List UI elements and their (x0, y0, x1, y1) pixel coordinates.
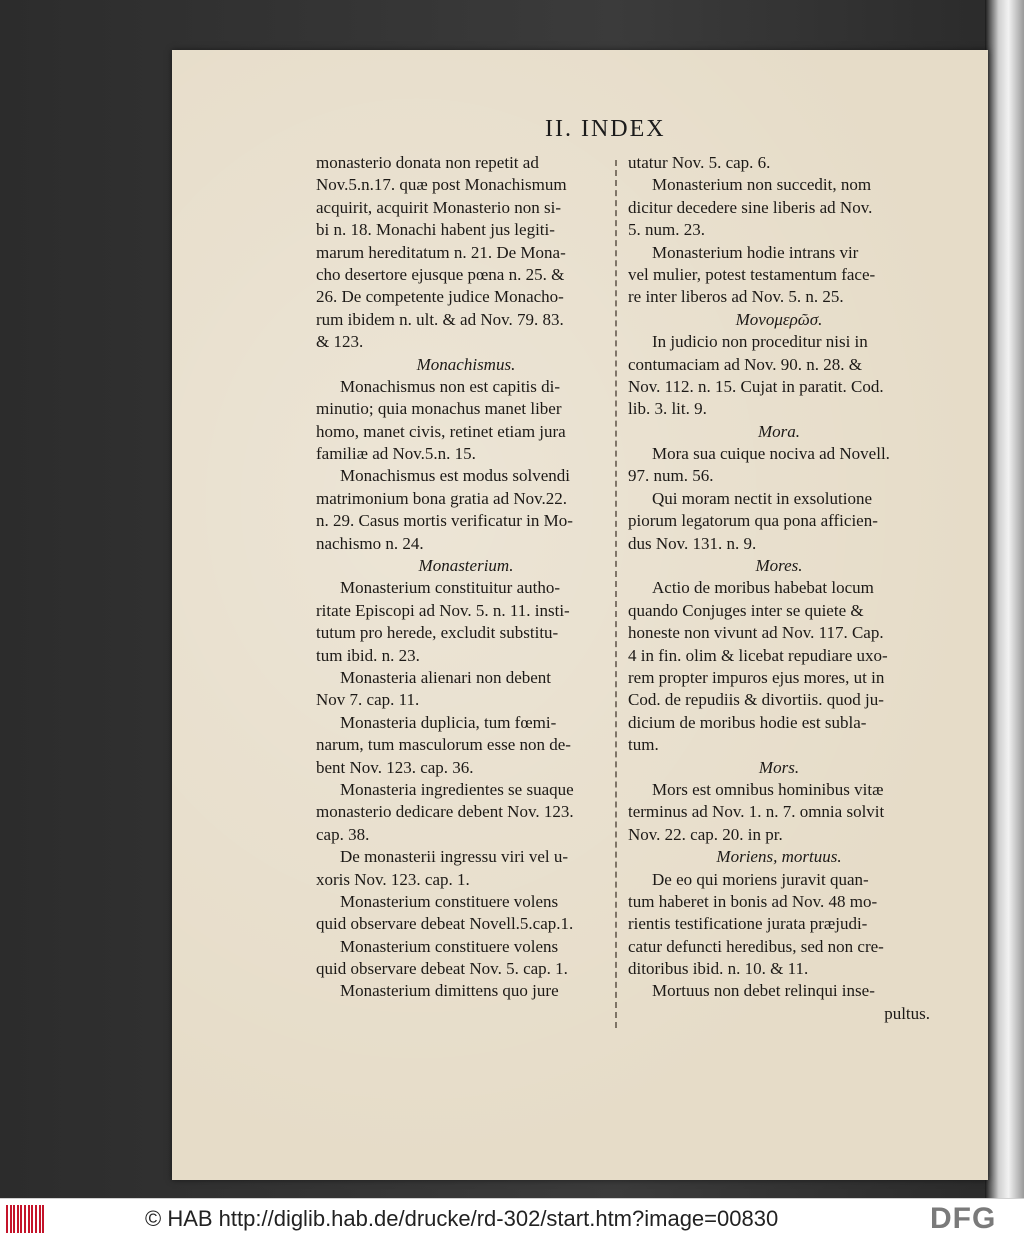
index-line: tum ibid. n. 23. (316, 645, 420, 665)
index-line: cho desertore ejusque pœna n. 25. & (316, 264, 565, 284)
index-line: De eo qui moriens juravit quan- (652, 869, 869, 889)
index-heading: Monachismus. (416, 354, 516, 374)
index-line: cap. 38. (316, 824, 370, 844)
index-line: homo, manet civis, retinet etiam jura (316, 421, 566, 441)
index-line: vel mulier, potest testamentum face- (628, 264, 876, 284)
dfg-logo: DFG (930, 1202, 997, 1235)
barcode-bar (13, 1205, 15, 1233)
column-divider (615, 160, 617, 1028)
index-line: Cod. de repudiis & divortiis. quod ju- (628, 690, 884, 710)
index-line: narum, tum masculorum esse non de- (316, 735, 571, 755)
book-edge (985, 0, 1024, 1198)
index-line: contumaciam ad Nov. 90. n. 28. & (628, 354, 863, 374)
left-column (316, 152, 616, 1003)
index-line: dicitur decedere sine liberis ad Nov. (628, 197, 873, 217)
index-line: Qui moram nectit in exsolutione (652, 488, 873, 508)
index-line: Mora sua cuique nociva ad Novell. (652, 444, 890, 464)
index-line: Monasteria alienari non debent (340, 667, 552, 687)
barcode-bar (39, 1205, 41, 1233)
index-line: dicium de moribus hodie est subla- (628, 712, 867, 732)
index-line: tum. (628, 735, 659, 755)
index-line: re inter liberos ad Nov. 5. n. 25. (628, 287, 844, 307)
index-line: lib. 3. lit. 9. (628, 399, 707, 419)
index-line: monasterio donata non repetit ad (316, 153, 539, 172)
index-line: 97. num. 56. (628, 466, 714, 486)
index-line: Nov. 112. n. 15. Cujat in paratit. Cod. (628, 376, 884, 396)
index-line: piorum legatorum qua pona afficien- (628, 511, 878, 531)
index-line: Monasteria duplicia, tum fœmi- (340, 712, 557, 732)
index-line: quid observare debeat Novell.5.cap.1. (316, 914, 574, 934)
index-line: nachismo n. 24. (316, 533, 424, 553)
index-line: Monasterium dimittens quo jure (340, 981, 559, 1001)
index-line: tutum pro herede, excludit substitu- (316, 623, 559, 643)
index-line: marum hereditatum n. 21. De Mona- (316, 242, 566, 262)
index-line: bent Nov. 123. cap. 36. (316, 757, 474, 777)
index-line: pultus. (884, 1003, 930, 1023)
barcode-bar (28, 1205, 30, 1233)
barcode-bar (24, 1205, 26, 1233)
barcode-bar (17, 1205, 19, 1233)
index-line: Monasterium constituere volens (340, 936, 559, 956)
index-line: Monachismus est modus solvendi (340, 466, 570, 486)
index-line: familiæ ad Nov.5.n. 15. (316, 444, 476, 464)
index-line: 26. De competente judice Monacho- (316, 287, 564, 307)
index-line: rientis testificatione jurata præjudi- (628, 914, 868, 934)
copyright-link[interactable]: © HAB http://diglib.hab.de/drucke/rd-302/start.htm?image=00830 (145, 1206, 779, 1231)
index-heading: Moriens, mortuus. (716, 847, 842, 867)
page-header: II. INDEX (545, 116, 666, 142)
index-line: xoris Nov. 123. cap. 1. (316, 869, 470, 889)
index-line: rem propter impuros ejus mores, ut in (628, 667, 885, 687)
index-line: minutio; quia monachus manet liber (316, 399, 562, 419)
index-line: Nov.5.n.17. quæ post Monachismum (316, 175, 567, 195)
index-line: Monasterium constituere volens (340, 891, 559, 911)
index-line: quid observare debeat Nov. 5. cap. 1. (316, 959, 568, 979)
index-line: quando Conjuges inter se quiete & (628, 600, 864, 620)
index-line: De monasterii ingressu viri vel u- (340, 847, 569, 867)
index-line: Mors est omnibus hominibus vitæ (652, 779, 884, 799)
index-line: acquirit, acquirit Monasterio non si- (316, 197, 562, 217)
index-line: Monasterium hodie intrans vir (652, 242, 859, 262)
index-line: In judicio non proceditur nisi in (652, 332, 868, 352)
index-line: bi n. 18. Monachi habent jus legiti- (316, 220, 555, 240)
index-line: matrimonium bona gratia ad Nov.22. (316, 488, 568, 508)
index-heading: Monasterium. (418, 556, 514, 576)
barcode-bar (6, 1205, 8, 1233)
index-line: terminus ad Nov. 1. n. 7. omnia solvit (628, 802, 885, 822)
index-line: catur defuncti heredibus, sed non cre- (628, 936, 884, 956)
index-line: Actio de moribus habebat locum (652, 578, 874, 598)
index-line: Monasterium constituitur autho- (340, 578, 561, 598)
barcode-bar (35, 1205, 37, 1233)
right-column (628, 152, 930, 1025)
index-line: ditoribus ibid. n. 10. & 11. (628, 959, 809, 979)
index-heading: Mors. (758, 757, 800, 777)
index-line: Monachismus non est capitis di- (340, 376, 561, 396)
index-line: Mortuus non debet relinqui inse- (652, 981, 875, 1001)
index-line: tum haberet in bonis ad Nov. 48 mo- (628, 891, 878, 911)
index-line: 4 in fin. olim & licebat repudiare uxo- (628, 645, 888, 665)
index-line: n. 29. Casus mortis verificatur in Mo- (316, 511, 573, 531)
barcode-bar (31, 1205, 33, 1233)
index-line: utatur Nov. 5. cap. 6. (628, 153, 771, 172)
index-line: ritate Episcopi ad Nov. 5. n. 11. insti- (316, 600, 570, 620)
index-heading: Mores. (755, 556, 803, 576)
index-line: honeste non vivunt ad Nov. 117. Cap. (628, 623, 884, 643)
viewer-footer (0, 1198, 1024, 1239)
index-heading: Μονομερῶσ. (735, 309, 823, 329)
index-line: Nov. 22. cap. 20. in pr. (628, 824, 783, 844)
hab-barcode-icon (6, 1205, 46, 1233)
index-line: Nov 7. cap. 11. (316, 690, 420, 710)
index-line: rum ibidem n. ult. & ad Nov. 79. 83. (316, 309, 564, 329)
index-heading: Mora. (757, 421, 801, 441)
index-line: monasterio dedicare debent Nov. 123. (316, 802, 574, 822)
index-line: 5. num. 23. (628, 220, 705, 240)
index-line: Monasterium non succedit, nom (652, 175, 872, 195)
barcode-bar (20, 1205, 22, 1233)
barcode-bar (42, 1205, 44, 1233)
index-line: dus Nov. 131. n. 9. (628, 533, 757, 553)
index-line: Monasteria ingredientes se suaque (340, 779, 574, 799)
index-line: & 123. (316, 332, 364, 352)
barcode-bar (10, 1205, 12, 1233)
